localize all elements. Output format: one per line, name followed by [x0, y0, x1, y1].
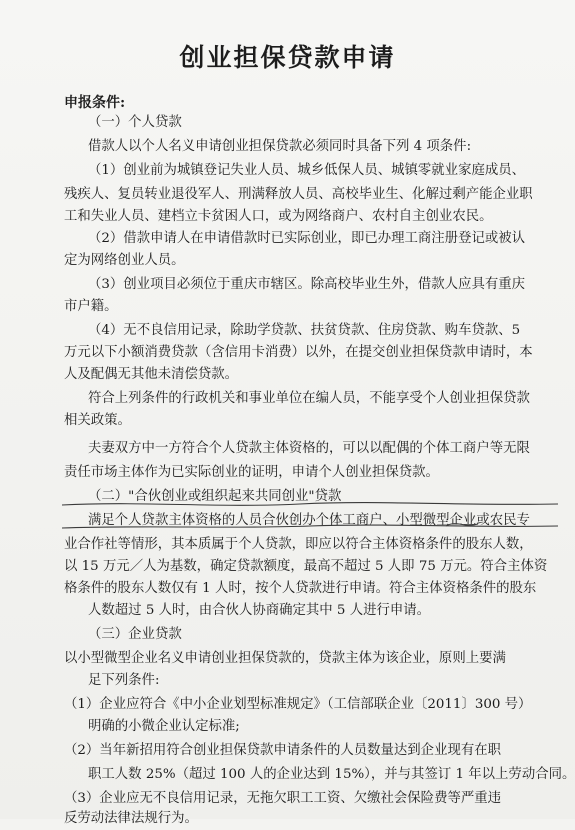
- body-line: （二）"合伙创业或组织起来共同创业"贷款: [88, 489, 342, 504]
- body-line: 格条件的股东人数仅有 1 人时，按个人贷款进行申请。符合主体资格条件的股东: [64, 581, 537, 596]
- body-line: 足下列条件:: [88, 673, 160, 688]
- body-line: 人数超过 5 人时，由合伙人协商确定其中 5 人进行申请。: [88, 603, 431, 618]
- handwritten-underline: [60, 484, 560, 530]
- body-line: 满足个人贷款主体资格的人员合伙创办个体工商户、小型微型企业或农民专: [88, 513, 530, 528]
- body-line: 借款人以个人名义申请创业担保贷款必须同时具备下列 4 项条件:: [88, 139, 472, 154]
- body-line: 市户籍。: [64, 299, 118, 314]
- page-title: 创业担保贷款申请: [179, 43, 396, 72]
- body-line: （三）企业贷款: [88, 627, 182, 642]
- body-line: 职工人数 25%（超过 100 人的企业达到 15%），并与其签订 1 年以上劳动合同。: [88, 767, 575, 782]
- body-line: （一）个人贷款: [88, 115, 182, 130]
- body-line: （3）企业应无不良信用记录，无拖欠职工工资、欠缴社会保险费等严重违: [64, 791, 502, 806]
- body-line: 符合上列条件的行政机关和事业单位在编人员，不能享受个人创业担保贷款: [88, 391, 530, 406]
- body-line: 以 15 万元／人为基数，确定贷款额度，最高不超过 5 人即 75 万元。符合主体资: [64, 559, 548, 574]
- body-line: （2）当年新招用符合创业担保贷款申请条件的人员数量达到企业现有在职: [64, 743, 502, 758]
- section-label: 申报条件:: [64, 95, 126, 111]
- body-line: （3）创业项目必须位于重庆市辖区。除高校毕业生外，借款人应具有重庆: [88, 277, 526, 292]
- body-line: （1）企业应符合《中小企业划型标准规定》（工信部联企业〔2011〕300 号）: [64, 697, 532, 712]
- body-line: （2）借款申请人在申请借款时已实际创业，即已办理工商注册登记或被认: [88, 231, 526, 246]
- body-line: 工和失业人员、建档立卡贫困人口，或为网络商户、农村自主创业农民。: [64, 209, 493, 224]
- body-line: 定为网络创业人员。: [64, 253, 185, 268]
- body-line: 反劳动法律法规行为。: [64, 811, 198, 826]
- body-line: 明确的小微企业认定标准;: [88, 719, 240, 734]
- body-line: 夫妻双方中一方符合个人贷款主体资格的，可以以配偶的个体工商户等无限: [88, 441, 530, 456]
- body-line: 人及配偶无其他未清偿贷款。: [64, 367, 239, 382]
- body-line: 以小型微型企业名义申请创业担保贷款的，贷款主体为该企业，原则上要满: [64, 651, 506, 666]
- body-line: 责任市场主体作为已实际创业的证明，申请个人创业担保贷款。: [64, 465, 439, 480]
- body-line: 相关政策。: [64, 413, 131, 428]
- body-line: 万元以下小额消费贷款（含信用卡消费）以外，在提交创业担保贷款申请时，本: [64, 345, 533, 360]
- body-line: 残疾人、复员转业退役军人、刑满释放人员、高校毕业生、化解过剩产能企业职: [64, 187, 533, 202]
- body-line: 业合作社等情形，其本质属于个人贷款，即应以符合主体资格条件的股东人数，: [64, 537, 533, 552]
- body-line: （1）创业前为城镇登记失业人员、城乡低保人员、城镇零就业家庭成员、: [88, 163, 526, 178]
- body-line: （4）无不良信用记录，除助学贷款、扶贫贷款、住房贷款、购车贷款、5: [88, 323, 521, 338]
